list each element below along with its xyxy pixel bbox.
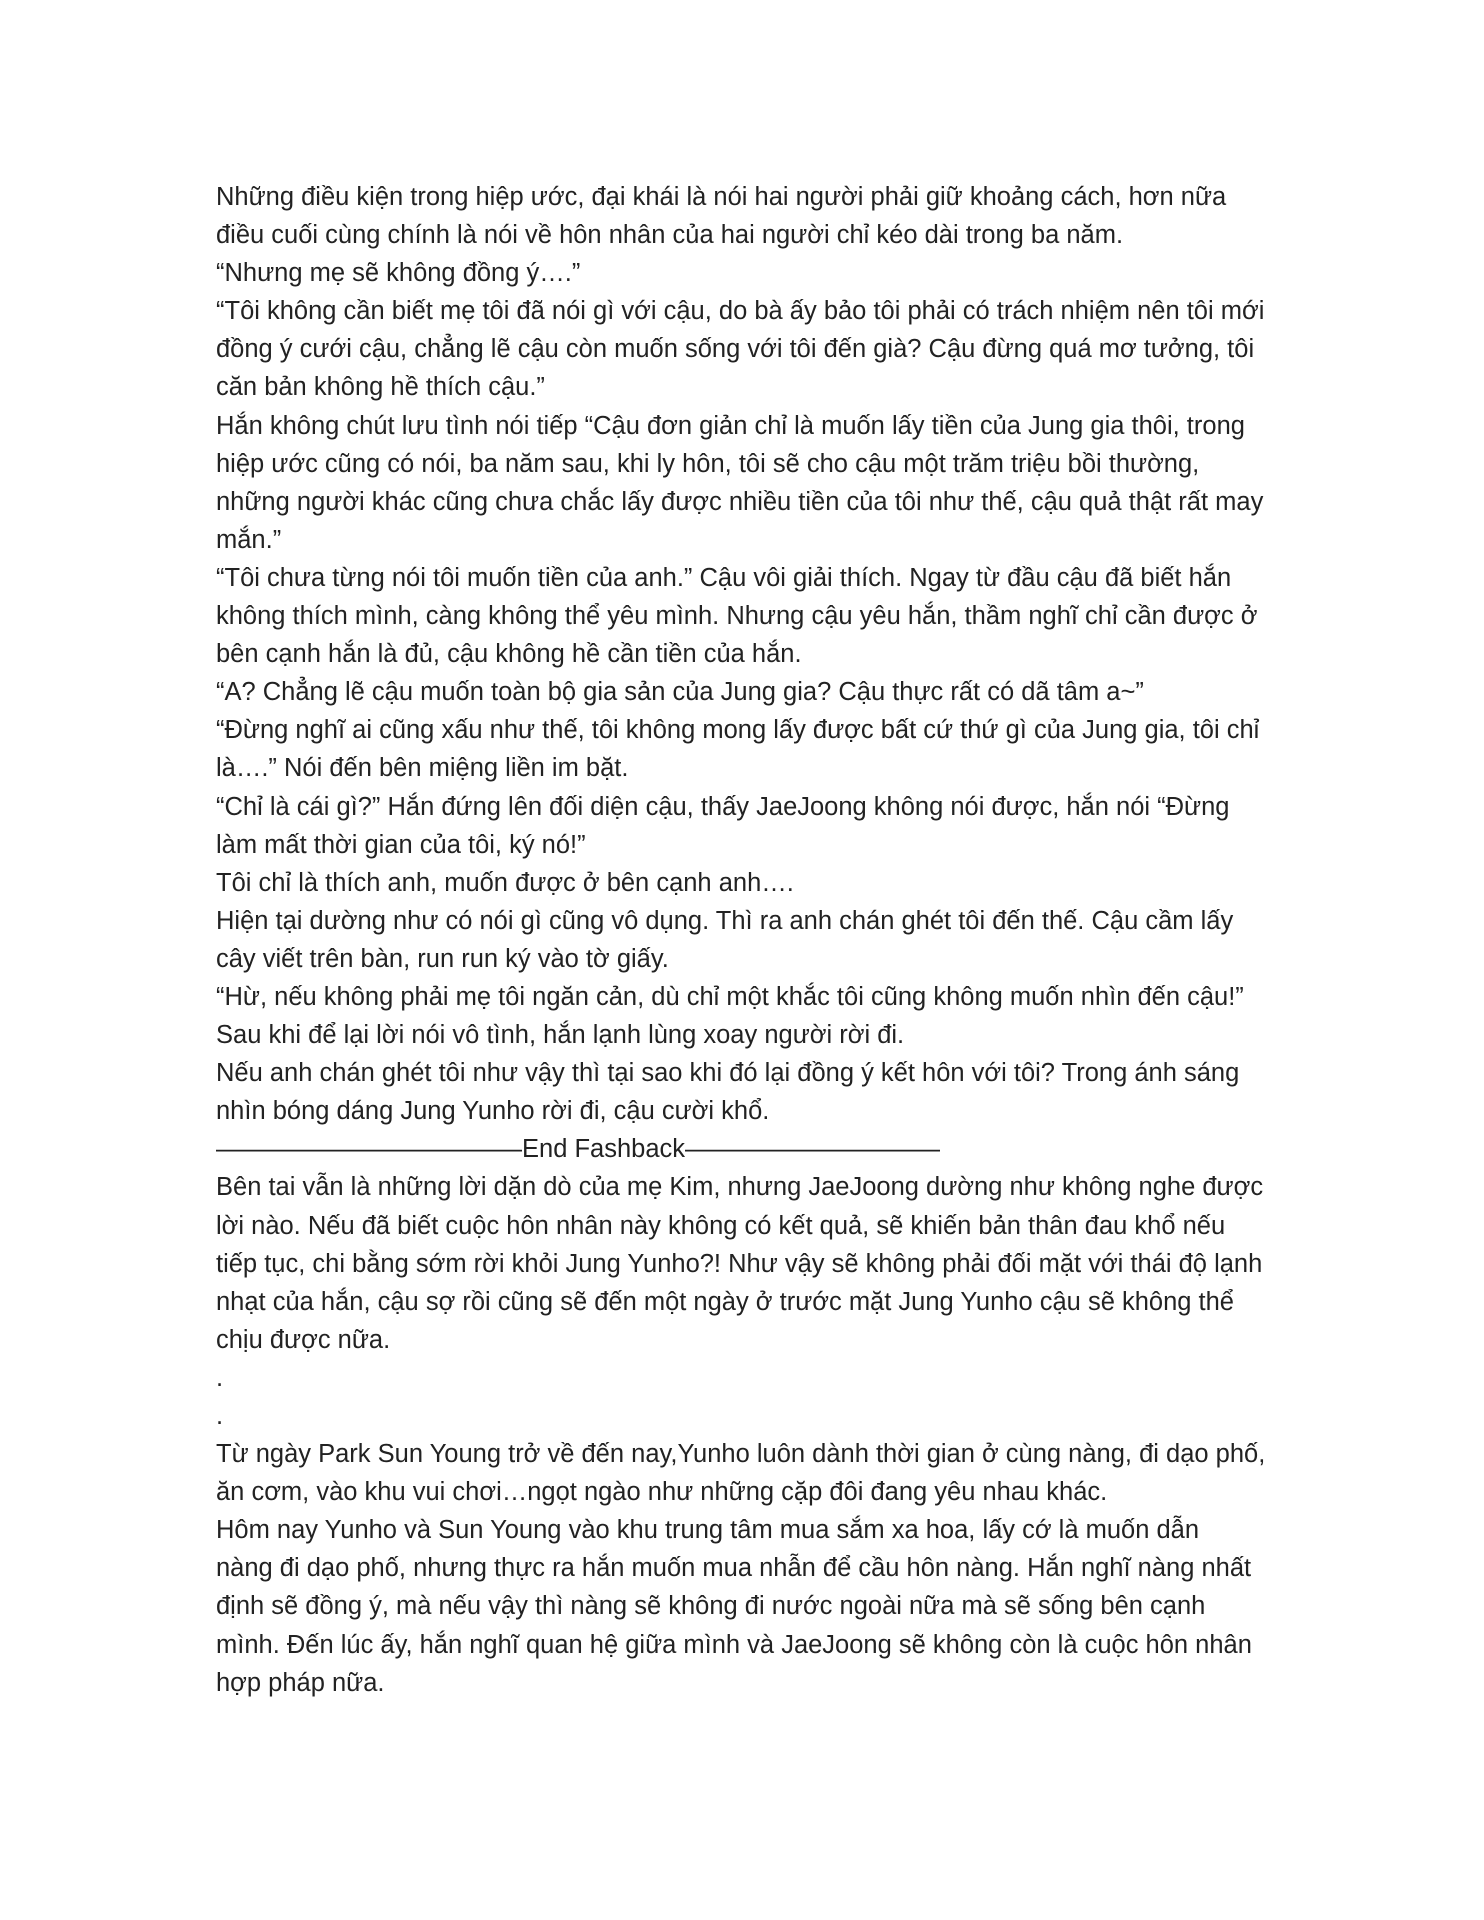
text-line: không thích mình, càng không thể yêu mình. Nhưng cậu yêu hắn, thầm nghĩ chỉ cần được ở [216, 602, 1258, 631]
text-line: mắn.” [216, 525, 282, 554]
text-line: . [216, 1363, 224, 1392]
text-line: nàng đi dạo phố, nhưng thực ra hắn muốn mua nhẫn để cầu hôn nàng. Hắn nghĩ nàng nhất [216, 1554, 1252, 1583]
body-text [216, 178, 1296, 1702]
text-line: chịu được nữa. [216, 1325, 391, 1354]
text-line: “Tôi không cần biết mẹ tôi đã nói gì với cậu, do bà ấy bảo tôi phải có trách nhiệm nên tôi mới [216, 297, 1265, 326]
text-line: Tôi chỉ là thích anh, muốn được ở bên cạnh anh…. [216, 868, 794, 897]
text-line: căn bản không hề thích cậu.” [216, 373, 545, 402]
text-line: “A? Chẳng lẽ cậu muốn toàn bộ gia sản của Jung gia? Cậu thực rất có dã tâm a~” [216, 678, 1144, 707]
text-line: Nếu anh chán ghét tôi như vậy thì tại sao khi đó lại đồng ý kết hôn với tôi? Trong ánh sáng [216, 1059, 1240, 1088]
text-line: “Hừ, nếu không phải mẹ tôi ngăn cản, dù chỉ một khắc tôi cũng không muốn nhìn đến cậu!” [216, 982, 1244, 1011]
text-line: Hiện tại dường như có nói gì cũng vô dụng. Thì ra anh chán ghét tôi đến thế. Cậu cầm lấy [216, 906, 1234, 935]
text-line: “Đừng nghĩ ai cũng xấu như thế, tôi không mong lấy được bất cứ thứ gì của Jung gia, tôi chỉ [216, 716, 1260, 745]
section-divider: ————————————End Fashback—————————— [216, 1135, 941, 1164]
text-line: nhạt của hắn, cậu sợ rồi cũng sẽ đến một ngày ở trước mặt Jung Yunho cậu sẽ không thể [216, 1287, 1234, 1316]
text-line: những người khác cũng chưa chắc lấy được nhiều tiền của tôi như thế, cậu quả thật rất may [216, 487, 1264, 516]
text-line: mình. Đến lúc ấy, hắn nghĩ quan hệ giữa mình và JaeJoong sẽ không còn là cuộc hôn nhân [216, 1630, 1252, 1659]
text-line: bên cạnh hắn là đủ, cậu không hề cần tiền của hắn. [216, 640, 802, 669]
text-line: tiếp tục, chi bằng sớm rời khỏi Jung Yunho?! Như vậy sẽ không phải đối mặt với thái độ lạnh [216, 1249, 1263, 1278]
text-line: nhìn bóng dáng Jung Yunho rời đi, cậu cười khổ. [216, 1097, 770, 1126]
text-line: hiệp ước cũng có nói, ba năm sau, khi ly hôn, tôi sẽ cho cậu một trăm triệu bồi thường, [216, 449, 1200, 478]
text-line: . [216, 1402, 224, 1430]
text-line: Hôm nay Yunho và Sun Young vào khu trung tâm mua sắm xa hoa, lấy cớ là muốn dẫn [216, 1516, 1200, 1545]
text-line: Những điều kiện trong hiệp ước, đại khái là nói hai người phải giữ khoảng cách, hơn nữa [216, 183, 1227, 211]
text-line: hợp pháp nữa. [216, 1668, 385, 1697]
text-line: cây viết trên bàn, run run ký vào tờ giấy. [216, 944, 669, 973]
text-line: Bên tai vẫn là những lời dặn dò của mẹ Kim, nhưng JaeJoong dường như không nghe được [216, 1173, 1264, 1202]
text-line: Sau khi để lại lời nói vô tình, hắn lạnh lùng xoay người rời đi. [216, 1021, 905, 1050]
text-line: “Nhưng mẹ sẽ không đồng ý….” [216, 259, 581, 288]
text-line: Hắn không chút lưu tình nói tiếp “Cậu đơn giản chỉ là muốn lấy tiền của Jung gia thôi, trong [216, 411, 1245, 440]
text-line: định sẽ đồng ý, mà nếu vậy thì nàng sẽ không đi nước ngoài nữa mà sẽ sống bên cạnh [216, 1592, 1206, 1621]
text-line: Từ ngày Park Sun Young trở về đến nay,Yunho luôn dành thời gian ở cùng nàng, đi dạo phố, [216, 1440, 1266, 1469]
text-line: ăn cơm, vào khu vui chơi…ngọt ngào như những cặp đôi đang yêu nhau khác. [216, 1478, 1108, 1507]
text-line: đồng ý cưới cậu, chẳng lẽ cậu còn muốn sống với tôi đến già? Cậu đừng quá mơ tưởng, tôi [216, 335, 1255, 364]
text-line: làm mất thời gian của tôi, ký nó!” [216, 830, 586, 859]
text-line: lời nào. Nếu đã biết cuộc hôn nhân này không có kết quả, sẽ khiến bản thân đau khổ nếu [216, 1211, 1226, 1240]
text-line: “Tôi chưa từng nói tôi muốn tiền của anh.” Cậu vôi giải thích. Ngay từ đầu cậu đã biết hắn [216, 563, 1232, 592]
text-line: điều cuối cùng chính là nói về hôn nhân của hai người chỉ kéo dài trong ba năm. [216, 221, 1124, 250]
text-line: là….” Nói đến bên miệng liền im bặt. [216, 754, 629, 783]
text-line: “Chỉ là cái gì?” Hắn đứng lên đối diện cậu, thấy JaeJoong không nói được, hắn nói “Đừng [216, 792, 1230, 821]
